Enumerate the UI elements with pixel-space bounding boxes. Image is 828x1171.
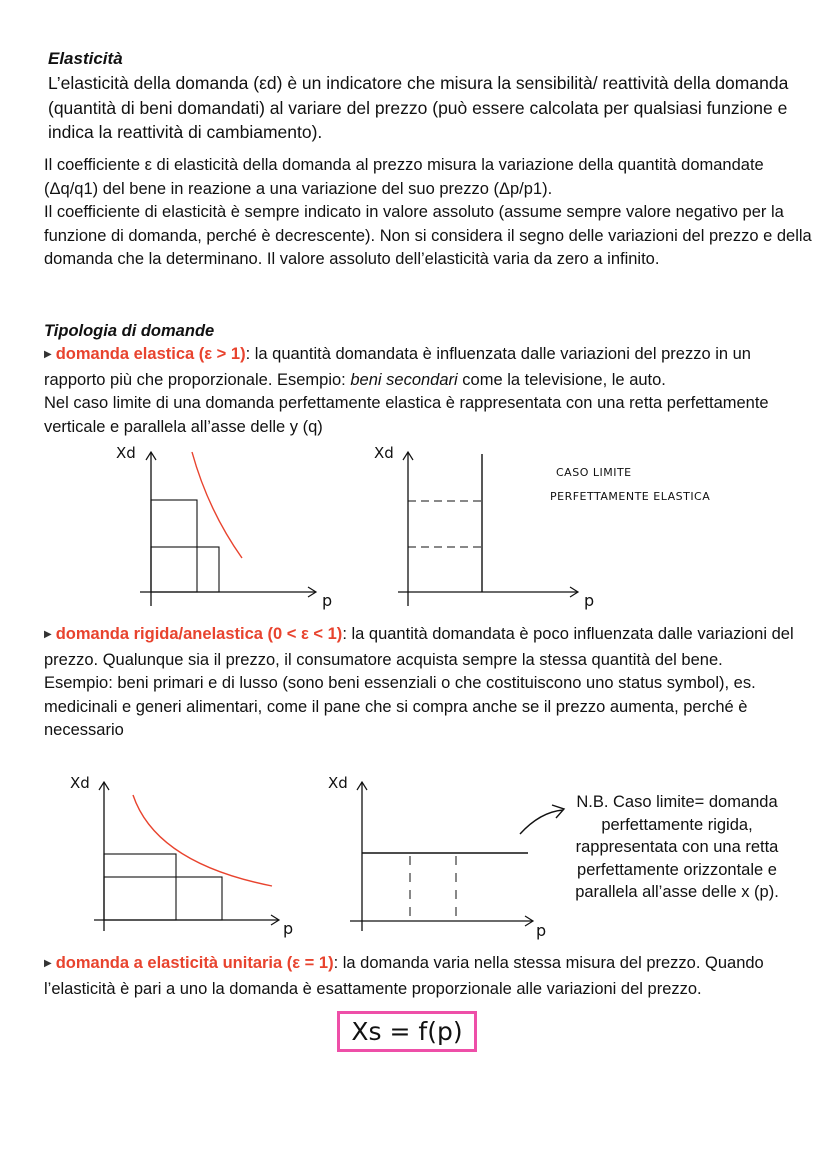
elastic-demand-section [44,343,814,439]
graph1-y-label: Xd [116,444,136,462]
coefficient-text-2: Il coefficiente di elasticità è sempre indicato in valore assoluto (assume sempre valore negativo per la funzione di domanda, perché è decrescente). Non si considera il segno delle variazioni del prezzo e della domanda che la determinano. Il valore assoluto dell’elasticità varia da zero a infinito. [44,203,812,268]
graph3-x-label: p [283,919,294,938]
page-title: Elasticità [48,49,123,68]
rigid-demand-heading: domanda rigida/anelastica (0 < ε < 1) [55,625,343,643]
graph4-y-label: Xd [328,774,348,792]
graph1-x-label: p [322,591,333,610]
demand-types-subtitle: Tipologia di domande [44,322,215,340]
graph2-y-label: Xd [374,444,394,462]
rigid-demand-graph [66,768,316,938]
rigid-demand-text-2: Esempio: beni primari e di lusso (sono beni essenziali o che costituiscono uno status symbol), es. medicinali e generi alimentari, come il pane che si compra anche se il prezzo aumenta, perché è necessario [44,674,756,739]
unitary-demand-text-1: : la domanda varia nella stessa misura del prezzo. Quando l’elasticità è pari a uno la domanda è esattamente proporzionale alle variazioni del prezzo. [44,954,764,998]
elastic-demand-text-3: Nel caso limite di una domanda perfettamente elastica è rappresentata con una retta perfettamente verticale e parallela all’asse delle y (q) [44,394,769,436]
unitary-demand-heading: domanda a elasticità unitaria (ε = 1) [55,954,334,972]
supply-formula-box: Xs = f(p) [337,1011,477,1052]
rigid-limit-note: N.B. Caso limite= domanda perfettamente rigida, rappresentata con una retta perfettamente orizzontale e parallela all’asse delle x (p). [575,793,779,901]
elastic-demand-heading: domanda elastica (ε > 1) [55,345,246,363]
rigid-demand-section [44,623,814,743]
rigid-demand-text-1: : la quantità domandata è poco influenzata dalle variazioni del prezzo. Qualunque sia il prezzo, il consumatore acquista sempre la stessa quantità del bene. [44,625,794,669]
graph1-area-rect-2 [151,547,219,592]
graph1-demand-curve [192,452,242,558]
coefficient-paragraph [44,154,814,272]
graph1-area-rect-1 [151,500,197,592]
graph3-area-rect-2 [104,877,222,920]
elastic-demand-text-2: come la televisione, le auto. [457,370,666,389]
graph4-x-label: p [536,921,547,940]
unitary-demand-section [44,952,814,1001]
graph3-demand-curve [133,795,272,886]
perfectly-rigid-graph [320,768,570,938]
graph2-note-line-1: CASO LIMITE [556,466,632,479]
bullet-triangle-icon: ▶ [44,958,52,969]
intro-paragraph: L’elasticità della domanda (εd) è un indicatore che misura la sensibilità/ reattività della domanda (quantità di beni domandati) al variare del prezzo (può essere calcolata per qualsiasi funzione e indica la reattività di cambiamento). [48,73,789,142]
perfectly-elastic-graph [370,440,760,615]
elastic-demand-text-1: : la quantità domandata è influenzata dalle variazioni del prezzo in un rapporto più che proporzionale. Esempio: [44,345,751,389]
graph2-note-line-2: PERFETTAMENTE ELASTICA [550,490,711,503]
coefficient-text-1: Il coefficiente ε di elasticità della domanda al prezzo misura la variazione della quantità domandate (Δq/q1) del bene in reazione a una variazione del suo prezzo (Δp/p1). [44,156,764,198]
elastic-demand-graph [110,440,340,615]
graph3-area-rect-1 [104,854,176,920]
elastic-demand-example: beni secondari [350,370,458,389]
graph3-y-label: Xd [70,774,90,792]
graph2-x-label: p [584,591,595,610]
graph4-note-arrow [520,810,563,834]
bullet-triangle-icon: ▶ [44,629,52,640]
bullet-triangle-icon: ▶ [44,349,52,360]
